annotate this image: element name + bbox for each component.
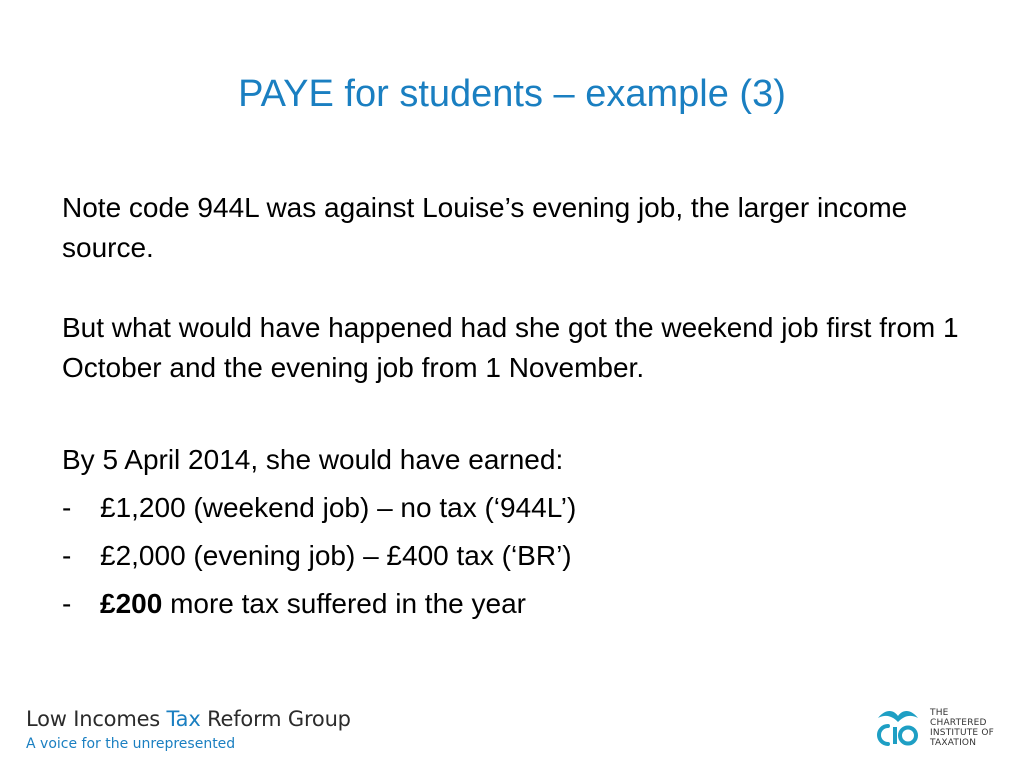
ciot-name: [930, 708, 994, 748]
ciot-logo-icon: [872, 702, 924, 754]
bullet-weekend-job: [62, 488, 962, 528]
bold-amount: £200: [100, 588, 163, 619]
litrg-name: [26, 706, 351, 732]
bullet-extra-tax: [62, 584, 962, 624]
bullet-dash: -: [62, 588, 72, 619]
bullet-text: £1,200 (weekend job) – no tax (‘944L’): [100, 492, 577, 523]
litrg-name-tax: Tax: [166, 707, 201, 731]
litrg-logo: [26, 706, 351, 753]
paragraph-earnings-intro: By 5 April 2014, she would have earned:: [62, 444, 564, 475]
bullet-dash: -: [62, 540, 72, 571]
slide-body: [62, 188, 962, 632]
bullet-dash: -: [62, 492, 72, 523]
ciot-line: CHARTERED: [930, 718, 987, 728]
litrg-name-part1: Low Incomes: [26, 707, 167, 731]
earnings-bullet-list: [62, 488, 962, 624]
paragraph-alternative-scenario: But what would have happened had she got the weekend job first from 1 October and the evening job from 1 November.: [62, 312, 959, 383]
ciot-logo-block: [872, 702, 994, 754]
ciot-line: TAXATION: [930, 738, 977, 748]
litrg-name-part2: Reform Group: [200, 707, 351, 731]
paragraph-tax-code-note: Note code 944L was against Louise’s evening job, the larger income source.: [62, 192, 908, 263]
slide-title: PAYE for students – example (3): [238, 73, 786, 115]
litrg-tagline: A voice for the unrepresented: [26, 736, 236, 752]
bullet-text: £2,000 (evening job) – £400 tax (‘BR’): [100, 540, 572, 571]
bullet-text-rest: more tax suffered in the year: [162, 588, 526, 619]
bullet-text: [100, 584, 526, 624]
bullet-evening-job: [62, 536, 962, 576]
ciot-line: THE: [930, 708, 949, 718]
ciot-line: INSTITUTE OF: [930, 728, 995, 738]
